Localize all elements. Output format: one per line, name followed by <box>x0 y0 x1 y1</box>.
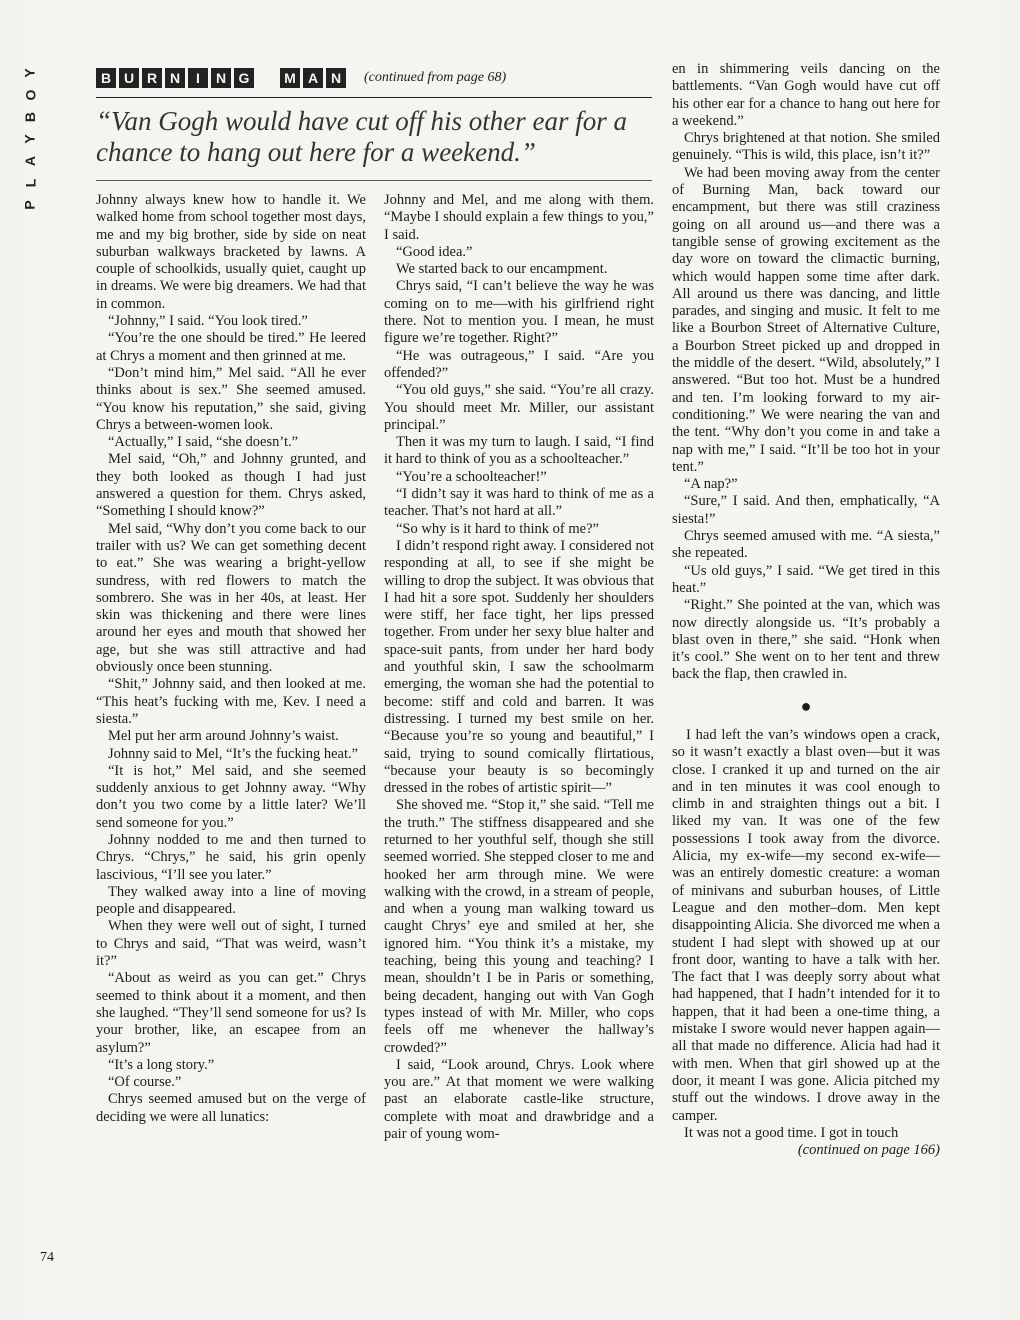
title-letter-box: G <box>234 68 254 88</box>
sidebar-letter: Y <box>22 134 38 144</box>
paragraph: “Shit,” Johnny said, and then looked at me. “This heat’s fucking with me, Kev. I need a siesta.” <box>96 676 366 727</box>
paragraph: I had left the van’s windows open a crack, so it wasn’t exactly a blast oven—but it was close. I cranked it up and turned on the air and in ten minutes it was cool enough to climb in and straighten things out a bit. I liked my van. It was one of the few possessions I took away from the divorce. Alicia, my ex-wife—my second ex-wife—was an entirely domestic creature: a woman of minivans and suburban houses, of Little League and den mother–dom. Men kept disappointing Alicia. She divorced me when a student I had slept with showed up at our front door, wanting to have a talk with her. The fact that I was deeply sorry about what had happened, that I hadn’t intended for it to happen, that it had been a one-time thing, a mistake I swore would never happen again—all that made no difference. Alicia had had it with men. When that girl showed up at the door, it meant I was gone. Alicia pitched my stuff out the windows. I drove away in the camper. <box>672 726 940 1124</box>
paragraph: We started back to our encampment. <box>396 261 608 278</box>
text-column-2 <box>384 192 654 1143</box>
text-column-3 <box>672 61 940 1159</box>
paragraph: “You’re the one should be tired.” He leered at Chrys a moment and then grinned at me. <box>96 330 366 364</box>
paragraph: “Good idea.” <box>396 243 473 260</box>
title-letter-box: N <box>165 68 185 88</box>
paragraph: Then it was my turn to laugh. I said, “I find it hard to think of you as a schoolteacher.” <box>384 434 654 468</box>
paragraph: Johnny always knew how to handle it. We walked home from school together most days, me and my big brother, side by side on neat suburban walkways bracketed by lawns. A couple of schoolkids, usually quiet, caught up in dreams. We were big dreamers. We had that in common. <box>96 192 366 312</box>
title-letter-box: B <box>96 68 116 88</box>
continued-on-note: (continued on page 166) <box>797 1142 940 1159</box>
title-letter-box: U <box>119 68 139 88</box>
paragraph: Chrys brightened at that notion. She smiled genuinely. “This is wild, this place, isn’t it?” <box>672 130 940 164</box>
paragraph: It was not a good time. I got in touch <box>684 1124 899 1141</box>
paragraph: “Johnny,” I said. “You look tired.” <box>108 313 308 330</box>
paragraph: Mel said, “Oh,” and Johnny grunted, and they both looked as though I had just answered a question for them. Chrys asked, “Something I should know?” <box>96 451 366 520</box>
paragraph: She shoved me. “Stop it,” she said. “Tell me the truth.” The stiffness disappeared and she returned to her youthful self, though she still seemed worried. She stepped closer to me and hooked her arm through mine. We were walking with the crowd, in a stream of people, and when a young man walking toward us caught Chrys’ eye and smiled at her, she ignored him. “You think it’s a mistake, my teaching, being this young and teaching? I mean, shouldn’t I be in Paris or something, being decadent, hanging out with Van Gogh types instead of with Mr. Miller, who cops feels off me whenever the hallway’s crowded?” <box>384 797 654 1056</box>
title-letter-box: R <box>142 68 162 88</box>
paragraph: “You’re a schoolteacher!” <box>396 468 547 485</box>
paragraph: “Right.” She pointed at the van, which was now directly alongside us. “It’s probably a blast oven in there,” she said. “Honk when it’s cool.” She went on to her tent and threw back the flap, then crawled in. <box>672 597 940 683</box>
paragraph: “A nap?” <box>684 476 738 493</box>
paragraph: “Actually,” I said, “she doesn’t.” <box>108 434 299 451</box>
paragraph: “Us old guys,” I said. “We get tired in this heat.” <box>672 562 940 596</box>
paragraph: Mel put her arm around Johnny’s waist. <box>108 728 339 745</box>
section-title-word1 <box>96 68 254 88</box>
paragraph: They walked away into a line of moving people and disappeared. <box>96 883 366 918</box>
title-letter-box: N <box>326 68 346 88</box>
paragraph: We had been moving away from the center of Burning Man, back toward our encampment, but there was still craziness going on all around us—and there was a tangible sense of growing excitement as the day wore on toward the climactic burning, which would happen some time after dark. All around us there was dancing, and little parades, and singing and music. It felt to me like a Bourbon Street of Alternative Culture, a Bourbon Street picked up and dropped in the middle of the desert. “Wild, absolutely,” I answered. “But too hot. Must be a hundred and ten. I’m looking forward to my air-conditioning.” We were nearing the van and the tent. “Why don’t you come in and take a nap with me,” I said. “It’ll be too hot in your tent.” <box>672 164 940 475</box>
sidebar-letter: L <box>22 178 38 188</box>
paragraph: Chrys said, “I can’t believe the way he was coming on to me—with his girlfriend right there. Not to mention you. I mean, he must figure we’re together. Right?” <box>384 278 654 347</box>
header-rule <box>96 97 652 98</box>
page-number: 74 <box>40 1250 54 1265</box>
magazine-name-vertical <box>22 62 38 216</box>
paragraph: Mel said, “Why don’t you come back to our trailer with us? We can get something decent to eat.” She was wearing a bright-yellow sundress, with red flowers to match the sombrero. She was in her 40s, at least. Her skin was thickening and there were lines around her eyes and mouth that showed her age, but she was still attractive and had obviously once been stunning. <box>96 520 366 676</box>
sidebar-letter: Y <box>22 68 38 78</box>
title-letter-box: N <box>211 68 231 88</box>
pull-quote: “Van Gogh would have cut off his other ear for a chance to hang out here for a weekend.” <box>96 106 627 167</box>
paragraph: “He was outrageous,” I said. “Are you offended?” <box>384 347 654 381</box>
paragraph: Johnny nodded to me and then turned to Chrys. “Chrys,” he said, his grin openly lascivious, “I’ll see you later.” <box>96 831 366 883</box>
sidebar-letter: B <box>22 111 38 123</box>
paragraph: “About as weird as you can get.” Chrys seemed to think about it a moment, and then she laughed. “They’ll send someone for us? Is your brother, like, an escapee from an asylum?” <box>96 970 366 1056</box>
paragraph: “Sure,” I said. And then, emphatically, “A siesta!” <box>672 493 940 527</box>
paragraph: When they were well out of sight, I turned to Chrys and said, “That was weird, wasn’t it?” <box>96 918 366 970</box>
paragraph: “So why is it hard to think of me?” <box>396 520 599 537</box>
continued-from-note: (continued from page 68) <box>364 70 507 85</box>
paragraph: “Of course.” <box>108 1074 182 1091</box>
section-title-word2 <box>280 68 346 88</box>
paragraph: I didn’t respond right away. I considered not responding at all, to see if she might be willing to drop the subject. It was obvious that I had hit a sore spot. Suddenly her shoulders were stiff, her face tight, her lips pressed together. From under her sexy blue halter and space-suit pants, from under her hard body and youthful skin, I saw the schoolmarm emerging, the woman she had the potential to become: stiff and cold and barren. It was distressing. I turned my best smile on her. “Because you’re so young and beautiful,” I said, trying to sound comically flirtatious, “because your beauty is so becomingly dressed in the robes of artistic spirit—” <box>384 537 654 797</box>
paragraph: “It’s a long story.” <box>108 1056 215 1073</box>
paragraph: Chrys seemed amused with me. “A siesta,” she repeated. <box>672 528 940 562</box>
paragraph: “You old guys,” she said. “You’re all crazy. You should meet Mr. Miller, our assistant principal.” <box>384 382 654 433</box>
pullquote-rule <box>96 180 652 181</box>
paragraph: “I didn’t say it was hard to think of me as a teacher. That’s not hard at all.” <box>384 486 654 520</box>
paragraph: Johnny said to Mel, “It’s the fucking heat.” <box>108 745 359 762</box>
paragraph: “Don’t mind him,” Mel said. “All he ever thinks about is sex.” She seemed amused. “You know his reputation,” she said, giving Chrys a between-women look. <box>96 364 366 433</box>
section-header <box>96 64 652 92</box>
paragraph: Chrys seemed amused but on the verge of deciding we were all lunatics: <box>96 1091 366 1125</box>
sidebar-letter: O <box>21 89 38 101</box>
title-letter-box: I <box>188 68 208 88</box>
section-break-dot: ● <box>800 695 812 716</box>
sidebar-letter: A <box>22 155 38 167</box>
title-letter-box: M <box>280 68 300 88</box>
text-column-1 <box>96 192 366 1126</box>
paragraph: Johnny and Mel, and me along with them. “Maybe I should explain a few things to you,” I said. <box>384 192 654 243</box>
paragraph: “It is hot,” Mel said, and she seemed suddenly anxious to get Johnny away. “Why don’t you two come by a little later? We’ll send someone for you.” <box>96 762 366 831</box>
sidebar-letter: P <box>22 200 38 210</box>
paragraph: I said, “Look around, Chrys. Look where you are.” At that moment we were walking past an elaborate castle-like structure, complete with moat and drawbridge and a pair of young wom- <box>384 1056 654 1143</box>
title-letter-box: A <box>303 68 323 88</box>
paragraph: en in shimmering veils dancing on the battlements. “Van Gogh would have cut off his other ear for a chance to hang out here for a weekend.” <box>672 61 940 129</box>
